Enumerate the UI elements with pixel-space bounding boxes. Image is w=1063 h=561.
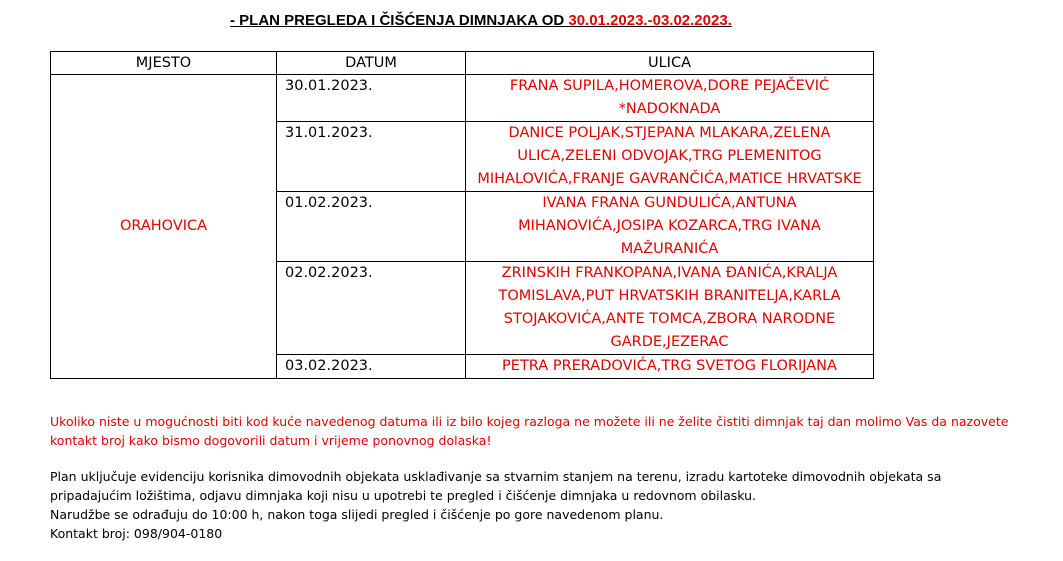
info-block (50, 467, 1010, 543)
ulica-cell: ZRINSKIH FRANKOPANA,IVANA ĐANIĆA,KRALJA TOMISLAVA,PUT HRVATSKIH BRANITELJA,KARLA STOJAKOVIĆA,ANTE TOMCA,ZBORA NARODNE GARDE,JEZERAC (466, 262, 874, 355)
mjesto-cell: ORAHOVICA (51, 75, 277, 379)
header-datum: DATUM (277, 52, 466, 75)
table-row (51, 75, 874, 122)
header-mjesto: MJESTO (51, 52, 277, 75)
table-header-row (51, 52, 874, 75)
orders-text: Narudžbe se odrađuju do 10:00 h, nakon toga slijedi pregled i čišćenje po gore navedenom planu. (50, 507, 664, 522)
contact-text: Kontakt broj: 098/904-0180 (50, 526, 223, 541)
ulica-cell: PETRA PRERADOVIĆA,TRG SVETOG FLORIJANA (466, 355, 874, 379)
page-title (230, 12, 732, 29)
header-ulica: ULICA (466, 52, 874, 75)
title-prefix: - PLAN PREGLEDA I ČIŠĆENJA DIMNJAKA OD (230, 12, 569, 29)
datum-cell: 31.01.2023. (277, 122, 466, 192)
ulica-cell: FRANA SUPILA,HOMEROVA,DORE PEJAČEVIĆ *NADOKNADA (466, 75, 874, 122)
ulica-cell: IVANA FRANA GUNDULIĆA,ANTUNA MIHANOVIĆA,JOSIPA KOZARCA,TRG IVANA MAŽURANIĆA (466, 192, 874, 262)
datum-cell: 30.01.2023. (277, 75, 466, 122)
ulica-cell: DANICE POLJAK,STJEPANA MLAKARA,ZELENA ULICA,ZELENI ODVOJAK,TRG PLEMENITOG MIHALOVIĆA,FRANJE GAVRANČIĆA,MATICE HRVATSKE (466, 122, 874, 192)
datum-cell: 03.02.2023. (277, 355, 466, 379)
notice-text: Ukoliko niste u mogućnosti biti kod kuće navedenog datuma ili iz bilo kojeg razloga ne možete ili ne želite čistiti dimnjak taj dan molimo Vas da nazovete kontakt broj kako bismo dogovorili datum i vrijeme ponovnog dolaska! (50, 414, 1009, 448)
info-paragraph: Plan uključuje evidenciju korisnika dimovodnih objekata usklađivanje sa stvarnim stanjem na terenu, izradu kartoteke dimovodnih objekata sa pripadajućim ložištima, odjavu dimnjaka koji nisu u upotrebi te pregled i čišćenje dimnjaka u redovnom obilasku. (50, 469, 942, 503)
datum-cell: 02.02.2023. (277, 262, 466, 355)
title-dates: 30.01.2023.-03.02.2023. (568, 12, 732, 29)
datum-cell: 01.02.2023. (277, 192, 466, 262)
schedule-table (50, 51, 874, 379)
